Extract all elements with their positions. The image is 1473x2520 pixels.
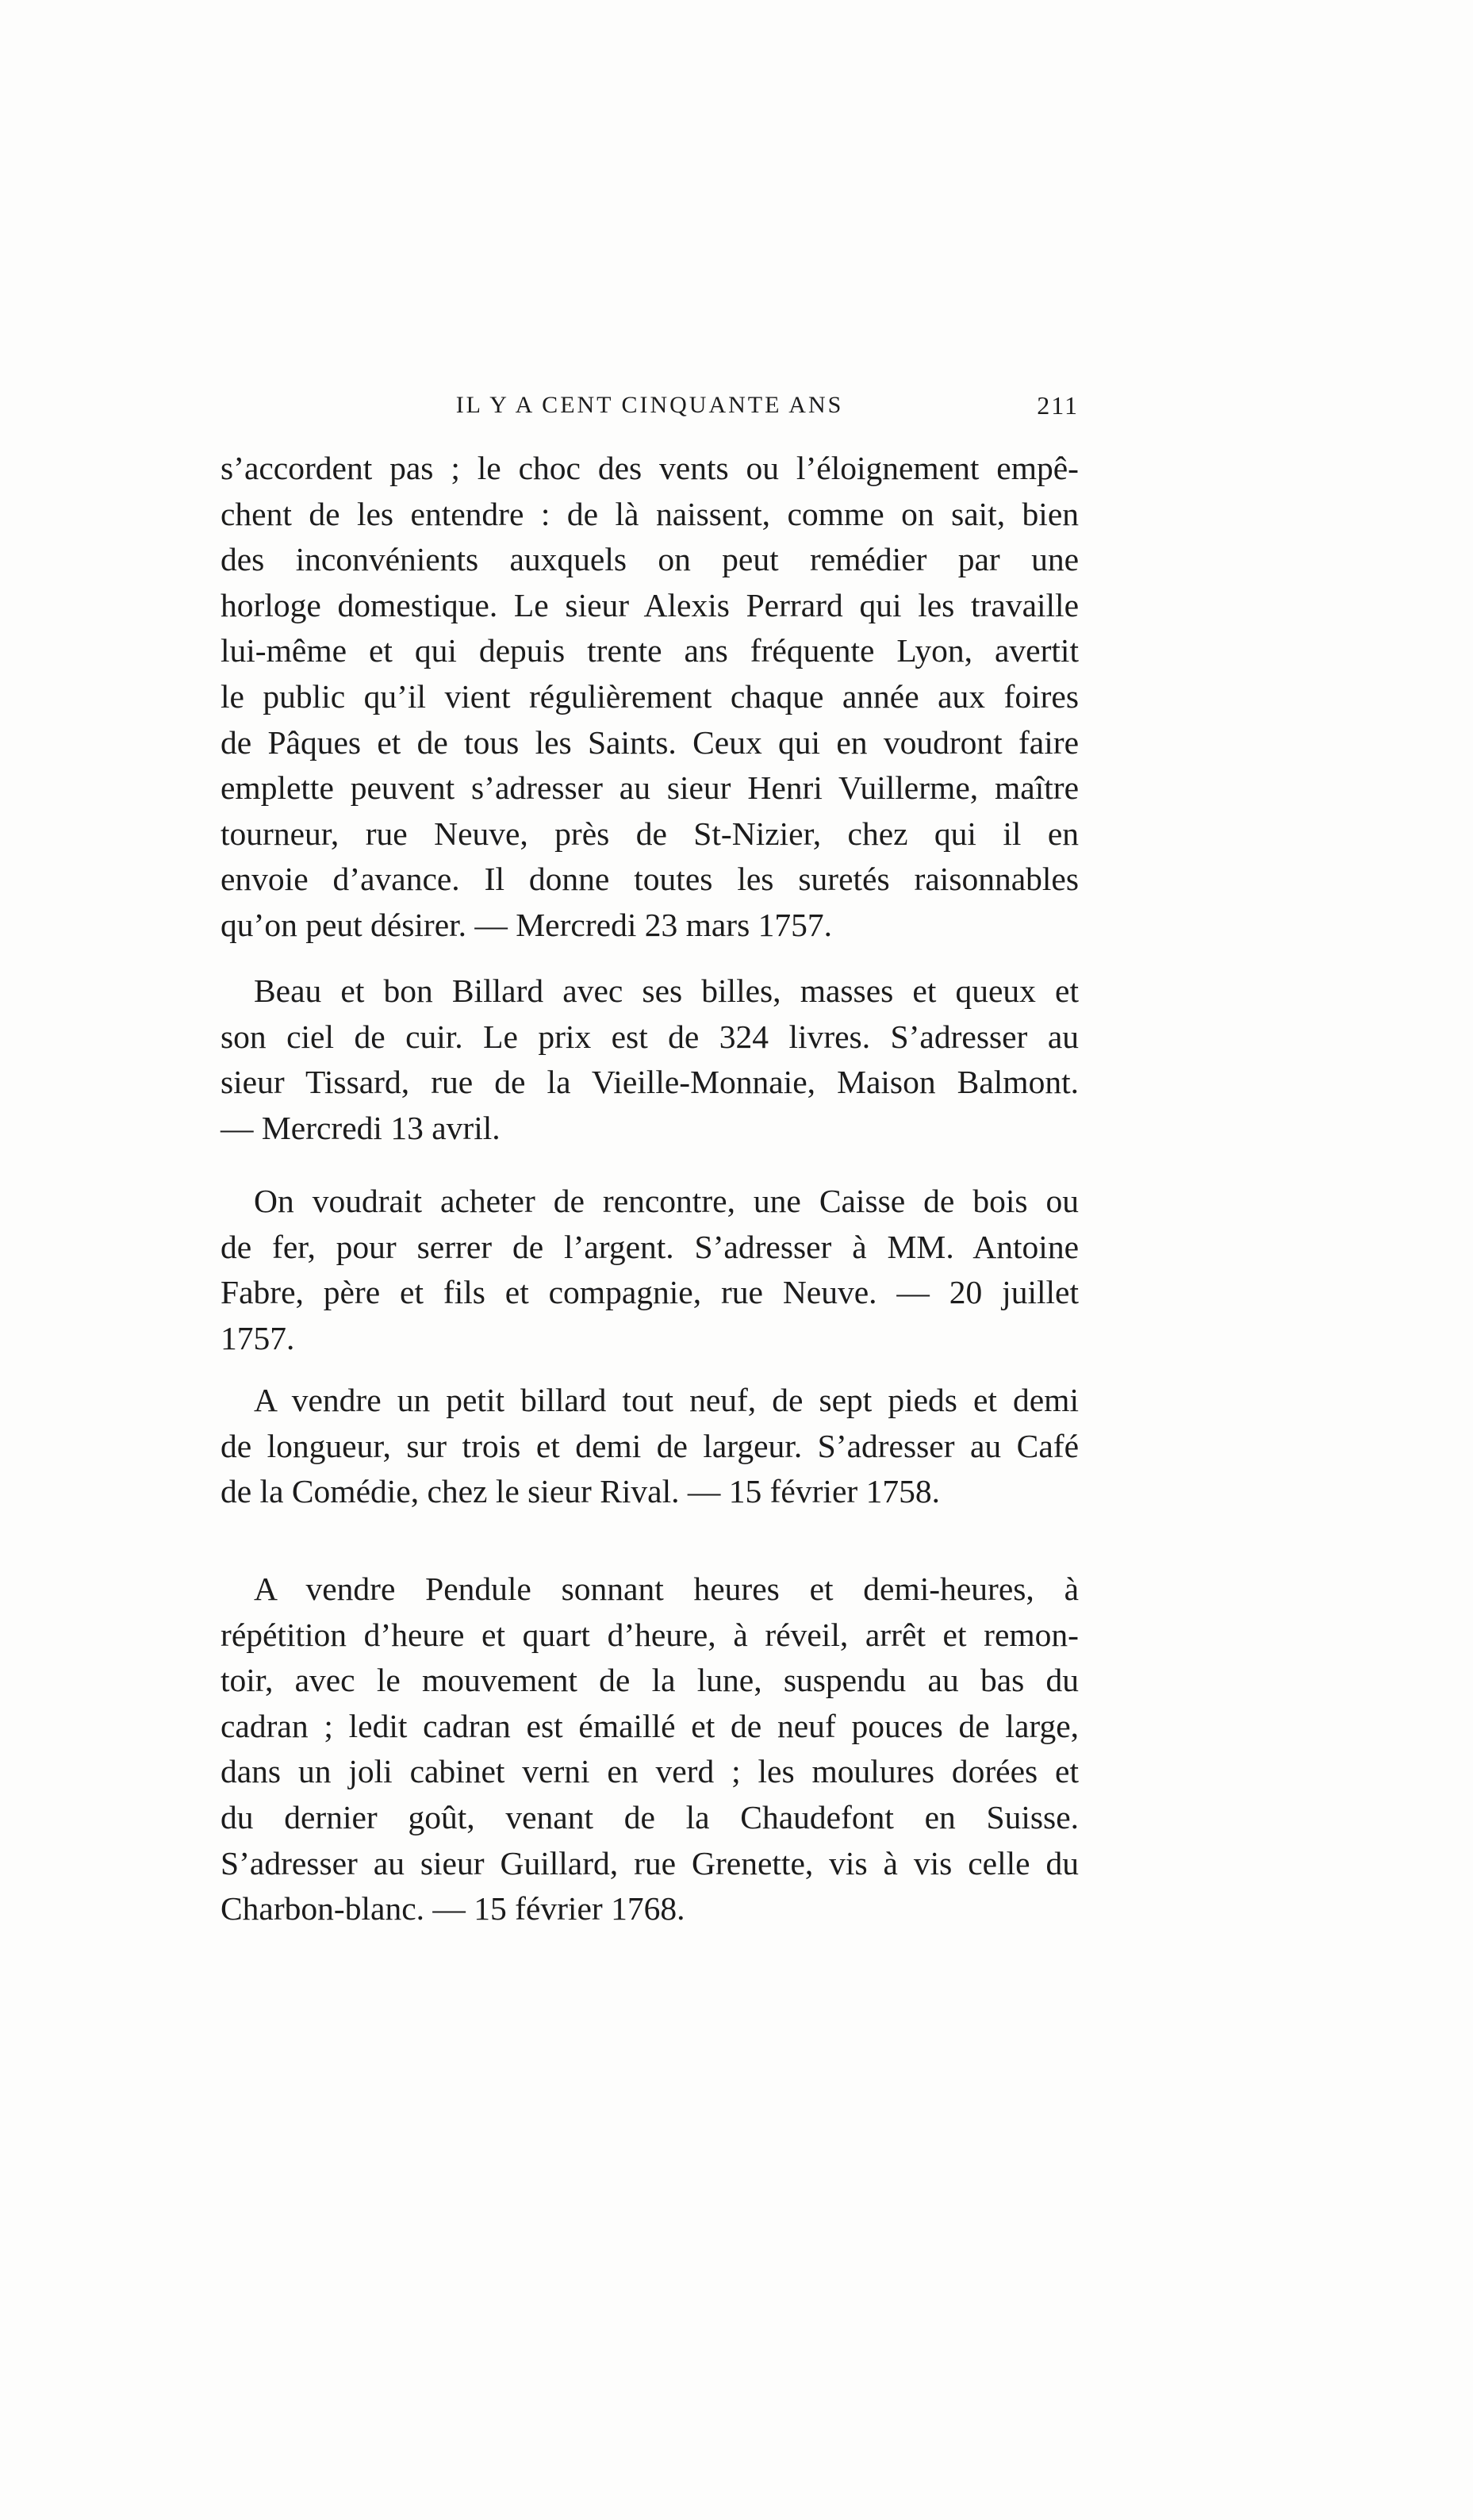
text-line: s’accordent pas ; le choc des vents ou l’éloignement empê-	[221, 450, 1079, 486]
text-line: Charbon-blanc. — 15 février 1768.	[221, 1890, 685, 1927]
text-line: A vendre un petit billard tout neuf, de sept pieds et demi	[254, 1382, 1079, 1418]
text-line: lui-même et qui depuis trente ans fréquente Lyon, avertit	[221, 632, 1079, 669]
text-line: répétition d’heure et quart d’heure, à réveil, arrêt et remon-	[221, 1616, 1079, 1653]
text-line: Fabre, père et fils et compagnie, rue Neuve. — 20 juillet	[221, 1274, 1079, 1311]
paragraph-text	[221, 968, 1079, 1151]
paragraph-text	[221, 1378, 1079, 1515]
page-number: 211	[1037, 391, 1079, 420]
text-line: A vendre Pendule sonnant heures et demi-heures, à	[254, 1571, 1079, 1607]
running-title: IL Y A CENT CINQUANTE ANS	[455, 392, 844, 418]
text-line: 1757.	[221, 1319, 295, 1356]
paragraph-pendulum-advert	[221, 1567, 1079, 1932]
text-line: — Mercredi 13 avril.	[221, 1109, 501, 1146]
paragraph-small-billiard-advert	[221, 1378, 1079, 1515]
paragraph-text	[221, 1179, 1079, 1361]
text-line: qu’on peut désirer. — Mercredi 23 mars 1757.	[221, 906, 833, 943]
text-line: tourneur, rue Neuve, près de St-Nizier, chez qui il en	[221, 815, 1079, 852]
text-line: des inconvénients auxquels on peut remédier par une	[221, 541, 1079, 578]
paragraph-billiard-advert	[221, 968, 1079, 1151]
text-line: le public qu’il vient régulièrement chaque année aux foires	[221, 677, 1079, 715]
paragraph-clock-advert	[221, 446, 1079, 949]
text-line: son ciel de cuir. Le prix est de 324 livres. S’adresser au	[221, 1018, 1079, 1055]
paragraph-strongbox-advert	[221, 1179, 1079, 1361]
text-line: toir, avec le mouvement de la lune, suspendu au bas du	[221, 1662, 1079, 1699]
text-line: On voudrait acheter de rencontre, une Caisse de bois ou	[254, 1183, 1079, 1219]
text-line: S’adresser au sieur Guillard, rue Grenette, vis à vis celle du	[221, 1844, 1079, 1881]
text-line: emplette peuvent s’adresser au sieur Henri Vuillerme, maître	[221, 769, 1079, 807]
paragraph-text	[221, 446, 1079, 949]
text-line: horloge domestique. Le sieur Alexis Perrard qui les travaille	[221, 586, 1079, 623]
text-line: du dernier goût, venant de la Chaudefont en Suisse.	[221, 1798, 1079, 1835]
text-line: Beau et bon Billard avec ses billes, masses et queux et	[254, 972, 1079, 1009]
text-line: de Pâques et de tous les Saints. Ceux qui en voudront faire	[221, 723, 1079, 761]
text-line: de longueur, sur trois et demi de largeur. S’adresser au Café	[221, 1427, 1079, 1464]
paragraph-text	[221, 1567, 1079, 1932]
text-line: dans un joli cabinet verni en verd ; les moulures dorées et	[221, 1753, 1079, 1790]
text-line: envoie d’avance. Il donne toutes les suretés raisonnables	[221, 861, 1079, 898]
text-line: cadran ; ledit cadran est émaillé et de neuf pouces de large,	[221, 1707, 1079, 1744]
text-line: sieur Tissard, rue de la Vieille-Monnaie, Maison Balmont.	[221, 1064, 1079, 1101]
text-line: chent de les entendre : de là naissent, comme on sait, bien	[221, 495, 1079, 532]
text-line: de la Comédie, chez le sieur Rival. — 15 février 1758.	[221, 1473, 940, 1510]
running-head	[221, 385, 1079, 425]
text-line: de fer, pour serrer de l’argent. S’adresser à MM. Antoine	[221, 1228, 1079, 1265]
